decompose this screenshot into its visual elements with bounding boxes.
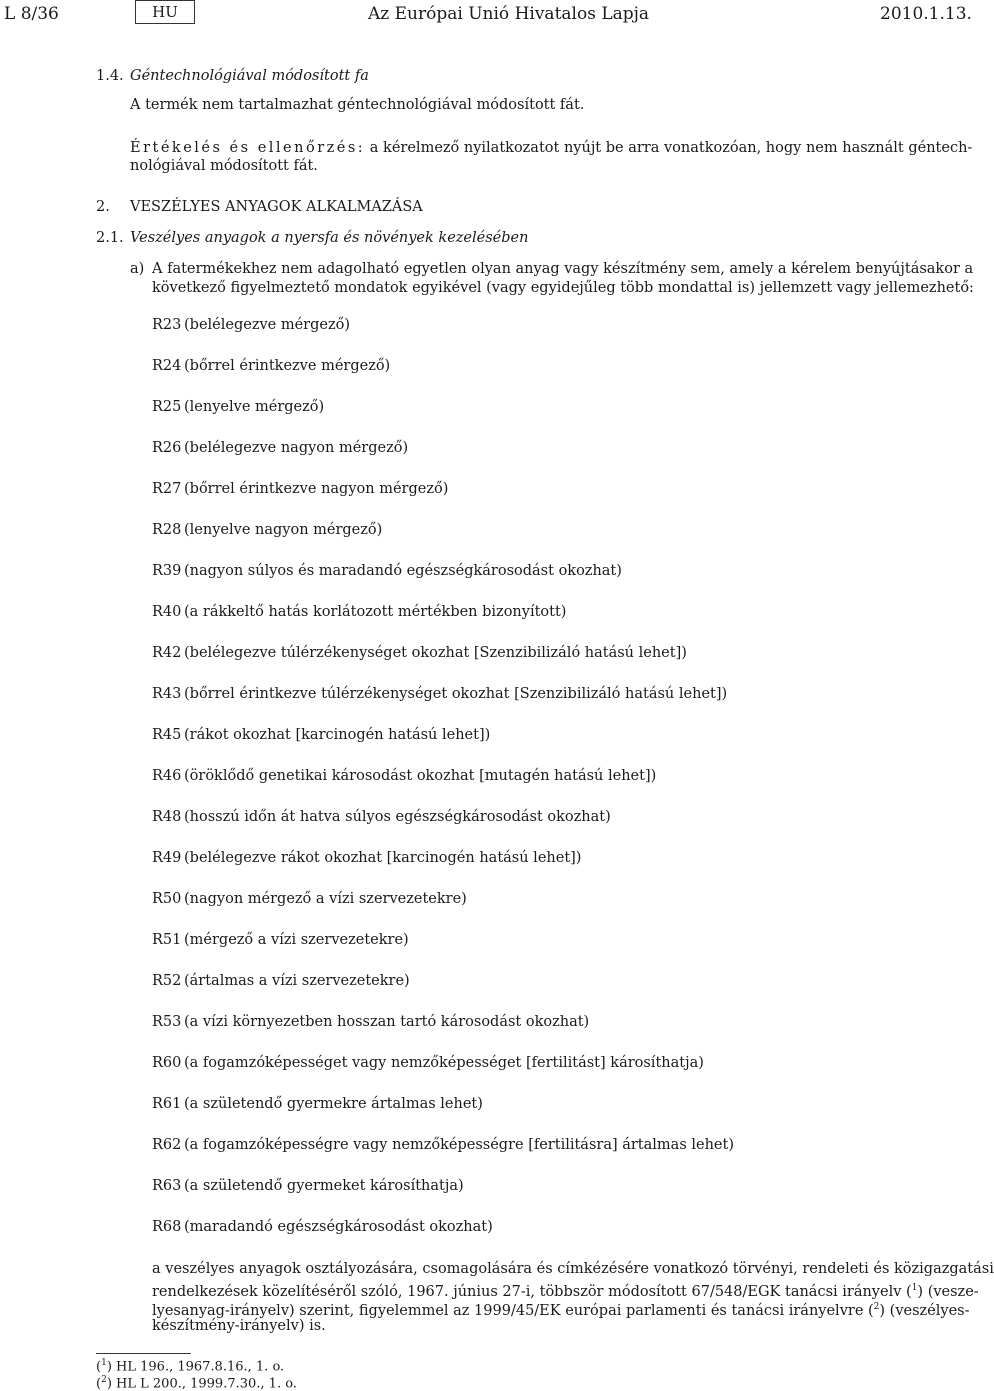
section-1-4-number: 1.4.	[96, 68, 124, 84]
closing-line-3-text: lyesanyag-irányelv) szerint, figyelemmel az 1999/45/EK európai parlamenti és tanácsi irányelvre (	[152, 1302, 874, 1319]
evaluation-line-1	[130, 139, 972, 158]
r-phrase-text: (belélegezve nagyon mérgező)	[184, 440, 409, 456]
r-phrase-code: R62	[152, 1137, 182, 1153]
r-phrase-code: R25	[152, 399, 182, 415]
item-a-marker: a)	[130, 261, 145, 277]
r-phrase-code: R60	[152, 1055, 182, 1071]
r-phrase-item	[152, 1219, 493, 1235]
footnote-2-number: 2	[101, 1375, 107, 1385]
r-phrase-text: (a születendő gyermeket károsíthatja)	[184, 1178, 464, 1194]
r-phrase-code: R49	[152, 850, 182, 866]
r-phrase-code: R52	[152, 973, 182, 989]
r-phrase-item	[152, 891, 467, 907]
r-phrase-text: (belélegezve mérgező)	[184, 317, 350, 333]
r-phrase-text: (ártalmas a vízi szervezetekre)	[184, 973, 410, 989]
r-phrase-code: R61	[152, 1096, 182, 1112]
footnote-1-number: 1	[101, 1358, 107, 1368]
r-phrase-text: (a születendő gyermekre ártalmas lehet)	[184, 1096, 483, 1112]
r-phrase-text: (rákot okozhat [karcinogén hatású lehet])	[184, 727, 491, 743]
r-phrase-item	[152, 1178, 464, 1194]
footnote-ref-1[interactable]: 1	[911, 1283, 918, 1293]
r-phrase-item	[152, 768, 656, 784]
r-phrase-text: (bőrrel érintkezve túlérzékenységet okozhat [Szenzibilizáló hatású lehet])	[184, 686, 728, 702]
footnote-ref-2[interactable]: 2	[873, 1302, 880, 1312]
journal-title: Az Európai Unió Hivatalos Lapja	[368, 4, 650, 24]
publication-date: 2010.1.13.	[880, 4, 972, 24]
r-phrase-item	[152, 358, 390, 374]
r-phrase-code: R43	[152, 686, 182, 702]
r-phrase-code: R40	[152, 604, 182, 620]
section-2-number: 2.	[96, 199, 110, 215]
r-phrase-text: (belélegezve túlérzékenységet okozhat [Szenzibilizáló hatású lehet])	[184, 645, 687, 661]
r-phrase-code: R24	[152, 358, 182, 374]
r-phrase-code: R23	[152, 317, 182, 333]
r-phrase-item	[152, 1055, 704, 1071]
footnote-1: ($^1$) HL 196., 1967.8.16., 1. o.	[96, 1358, 285, 1375]
r-phrase-text: (bőrrel érintkezve nagyon mérgező)	[184, 481, 449, 497]
r-phrase-code: R39	[152, 563, 182, 579]
section-1-4-text: A termék nem tartalmazhat géntechnológiával módosított fát.	[130, 97, 585, 113]
r-phrase-item	[152, 399, 324, 415]
r-phrase-code: R50	[152, 891, 182, 907]
r-phrase-code: R48	[152, 809, 182, 825]
section-2-1-number: 2.1.	[96, 230, 124, 246]
r-phrase-text: (lenyelve mérgező)	[184, 399, 325, 415]
r-phrase-text: (nagyon mérgező a vízi szervezetekre)	[184, 891, 467, 907]
closing-line-2-tail: ) (vesze-	[917, 1283, 979, 1300]
section-2-1-title: Veszélyes anyagok a nyersfa és növények kezelésében	[130, 230, 529, 246]
r-phrase-item	[152, 727, 490, 743]
r-phrase-item	[152, 1137, 734, 1153]
evaluation-text-2: nológiával módosított fát.	[130, 158, 318, 174]
closing-line-1: a veszélyes anyagok osztályozására, csomagolására és címkézésére vonatkozó törvényi, rendeleti és közigazgatási	[152, 1261, 994, 1277]
r-phrase-text: (maradandó egészségkárosodást okozhat)	[184, 1219, 493, 1235]
r-phrase-text: (mérgező a vízi szervezetekre)	[184, 932, 409, 948]
r-phrase-text: (a fogamzóképességre vagy nemzőképességre [fertilitásra] ártalmas lehet)	[184, 1137, 734, 1153]
r-phrase-item	[152, 1096, 483, 1112]
evaluation-label: Értékelés és ellenőrzés:	[130, 140, 366, 156]
footnote-2-text: HL L 200., 1999.7.30., 1. o.	[116, 1376, 297, 1391]
r-phrase-item	[152, 522, 382, 538]
footnote-2: ($^2$) HL L 200., 1999.7.30., 1. o.	[96, 1375, 297, 1391]
r-phrase-text: (lenyelve nagyon mérgező)	[184, 522, 383, 538]
footnote-separator	[96, 1353, 191, 1354]
r-phrase-item	[152, 850, 581, 866]
r-phrase-item	[152, 317, 350, 333]
r-phrase-text: (öröklődő genetikai károsodást okozhat [mutagén hatású lehet])	[184, 768, 657, 784]
r-phrase-item	[152, 563, 622, 579]
r-phrase-code: R46	[152, 768, 182, 784]
item-a-line-1: A fatermékekhez nem adagolható egyetlen olyan anyag vagy készítmény sem, amely a kérelem benyújtásakor a	[152, 261, 974, 277]
r-phrase-code: R27	[152, 481, 182, 497]
r-phrase-item	[152, 604, 566, 620]
r-phrase-code: R45	[152, 727, 182, 743]
r-phrase-item	[152, 1014, 589, 1030]
r-phrase-code: R63	[152, 1178, 182, 1194]
r-phrase-code: R42	[152, 645, 182, 661]
language-code-box: HU	[135, 0, 195, 24]
r-phrase-item	[152, 932, 409, 948]
r-phrase-item	[152, 481, 448, 497]
r-phrase-text: (a fogamzóképességet vagy nemzőképességet [fertilitást] károsíthatja)	[184, 1055, 704, 1071]
r-phrase-text: (a rákkeltő hatás korlátozott mértékben bizonyított)	[184, 604, 567, 620]
r-phrase-item	[152, 809, 611, 825]
r-phrase-text: (bőrrel érintkezve mérgező)	[184, 358, 391, 374]
r-phrase-text: (belélegezve rákot okozhat [karcinogén hatású lehet])	[184, 850, 582, 866]
closing-line-3-tail: ) (veszélyes-	[879, 1302, 970, 1319]
item-a-line-2: következő figyelmeztető mondatok egyikével (vagy egyidejűleg több mondattal is) jellemzett vagy jellemezhető:	[152, 280, 974, 296]
closing-line-2-text: rendelkezések közelítéséről szóló, 1967. június 27-i, többször módosított 67/548/EGK tanácsi irányelv (	[152, 1283, 912, 1300]
r-phrase-item	[152, 440, 408, 456]
evaluation-text-1: a kérelmező nyilatkozatot nyújt be arra vonatkozóan, hogy nem használt géntech-	[369, 140, 973, 156]
r-phrase-text: (nagyon súlyos és maradandó egészségkárosodást okozhat)	[184, 563, 622, 579]
r-phrase-code: R68	[152, 1219, 182, 1235]
section-1-4-title: Géntechnológiával módosított fa	[130, 68, 369, 84]
r-phrase-code: R53	[152, 1014, 182, 1030]
r-phrase-text: (hosszú időn át hatva súlyos egészségkárosodást okozhat)	[184, 809, 611, 825]
r-phrase-code: R26	[152, 440, 182, 456]
page-header	[0, 0, 972, 28]
r-phrase-code: R28	[152, 522, 182, 538]
r-phrase-item	[152, 645, 687, 661]
footnote-1-text: HL 196., 1967.8.16., 1. o.	[116, 1359, 285, 1375]
section-2-title: VESZÉLYES ANYAGOK ALKALMAZÁSA	[130, 199, 423, 215]
page-reference: L 8/36	[4, 4, 59, 24]
r-phrase-item	[152, 973, 410, 989]
r-phrase-code: R51	[152, 932, 182, 948]
r-phrase-text: (a vízi környezetben hosszan tartó károsodást okozhat)	[184, 1014, 590, 1030]
closing-line-4: készítmény-irányelv) is.	[152, 1318, 326, 1334]
r-phrase-item	[152, 686, 727, 702]
